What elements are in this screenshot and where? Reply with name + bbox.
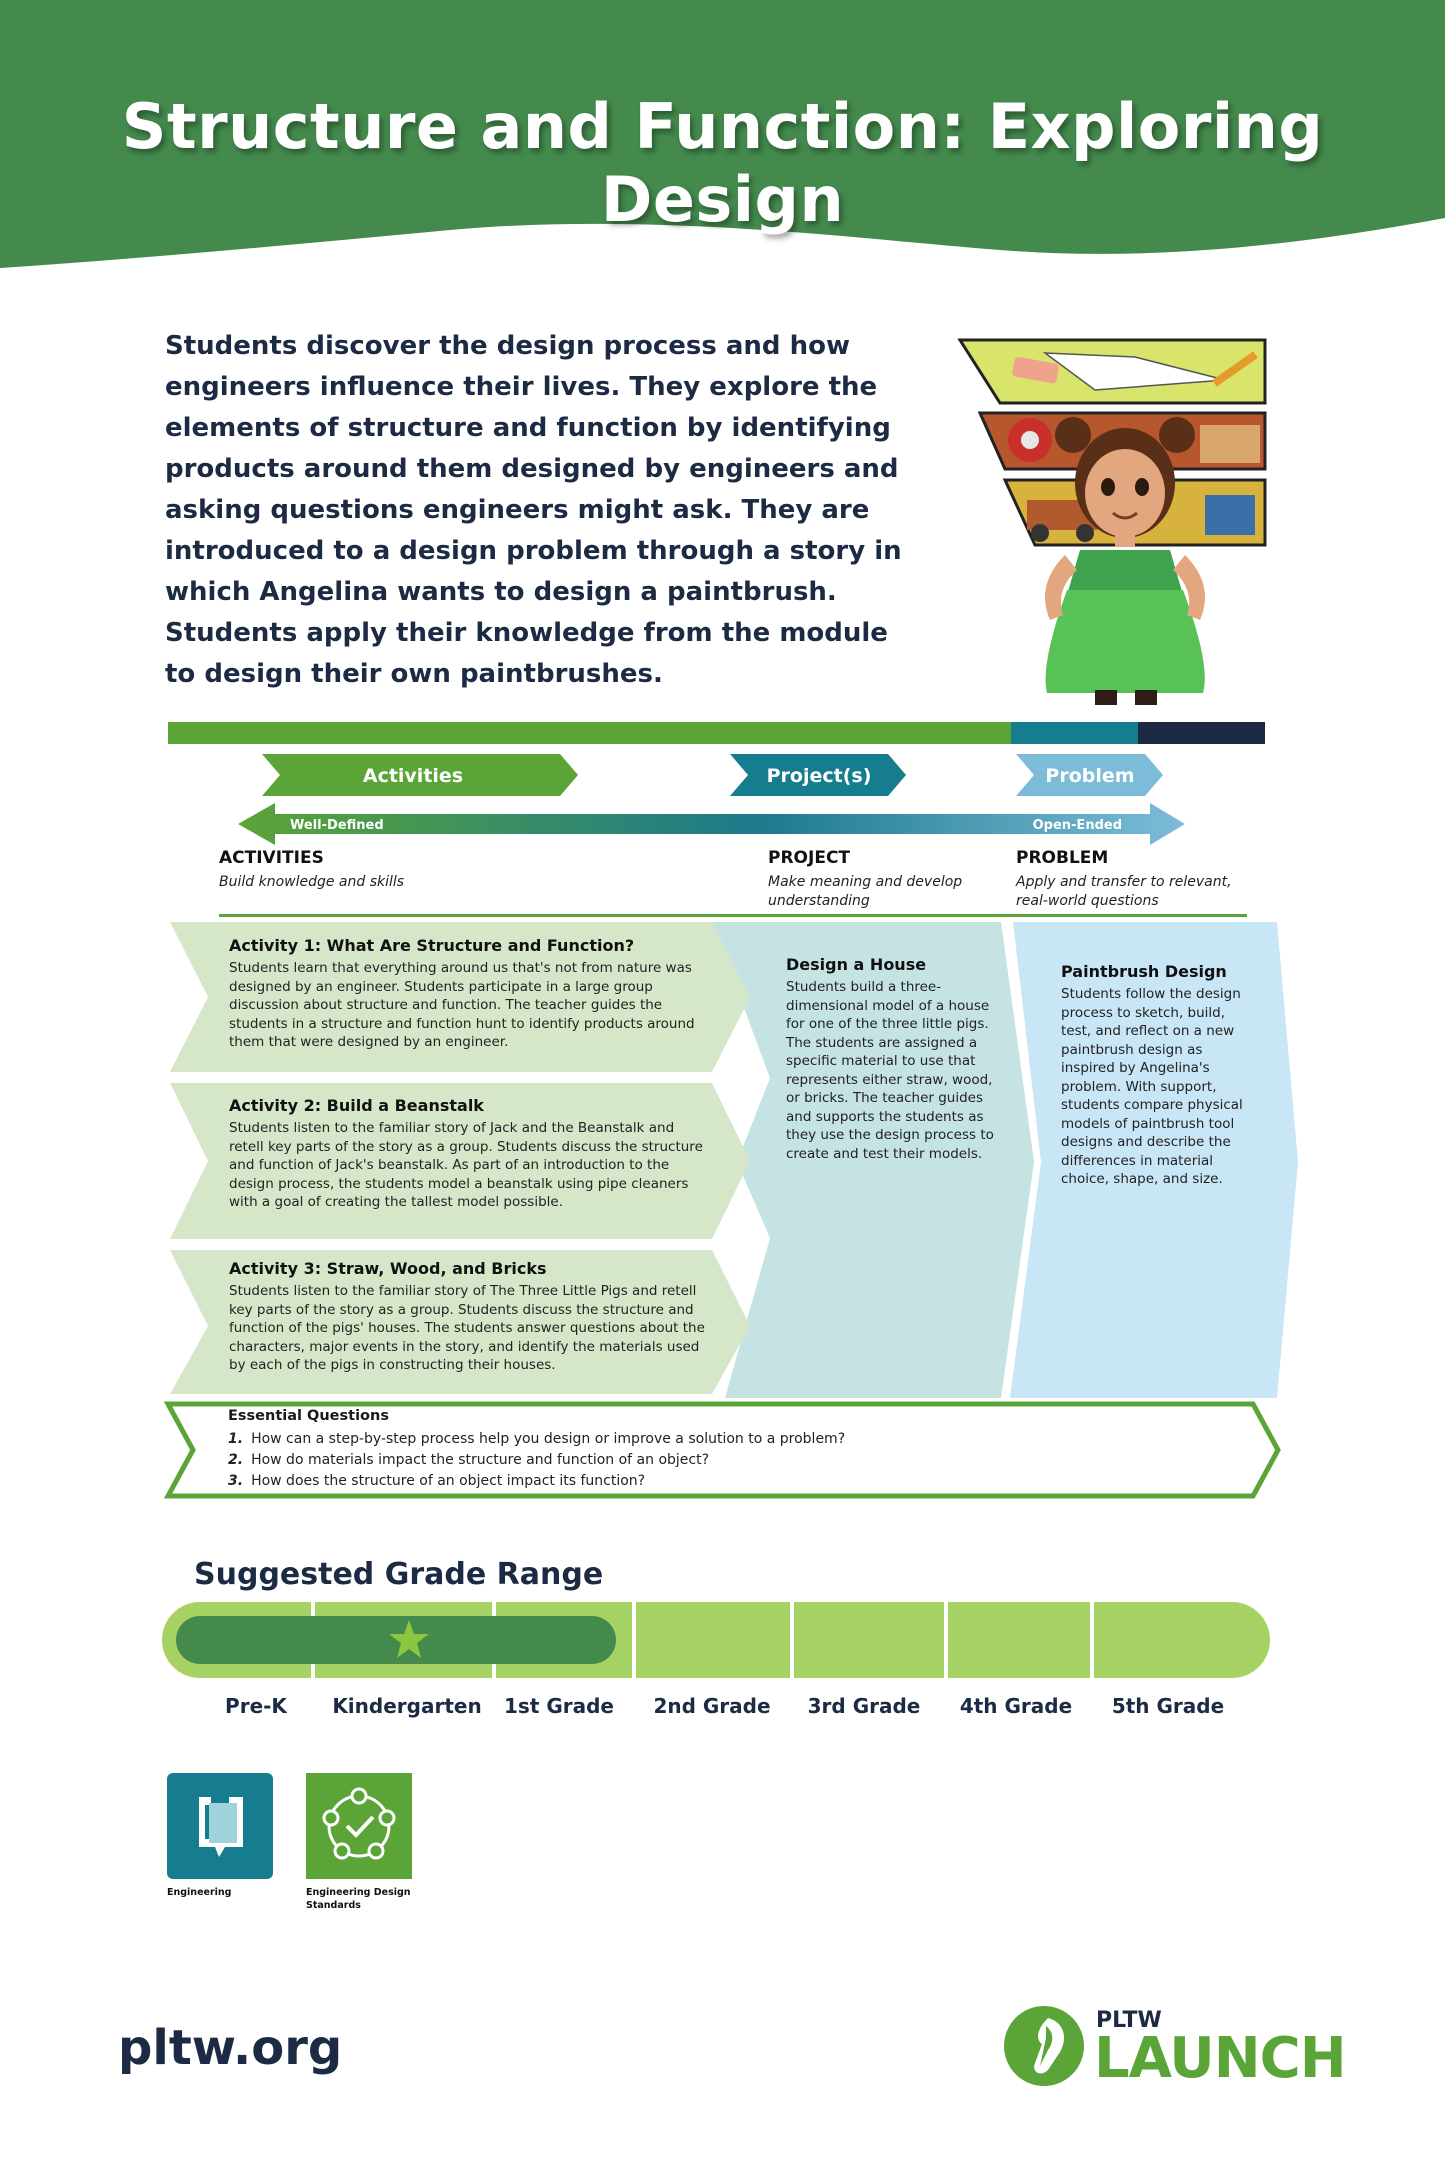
project-title: Design a House xyxy=(786,955,927,974)
design-standards-badge-label: Engineering Design Standards xyxy=(306,1887,411,1911)
scale-left-label: Well-Defined xyxy=(290,818,384,833)
activity-1-text: Students learn that everything around us that's not from nature was designed by an engineer. Students participate in a large group discussion about structure and function. The teacher guides the students in a structure and function hunt to identify products around them that were designed by an engineer. xyxy=(229,960,695,1050)
grade-label-1st: 1st Grade xyxy=(504,1694,614,1718)
engineering-badge-label: Engineering xyxy=(167,1887,232,1898)
essential-question-2 xyxy=(228,1452,709,1468)
grade-label-kindergarten: Kindergarten xyxy=(332,1694,482,1718)
grade-label-3rd: 3rd Grade xyxy=(807,1694,921,1718)
problem-subheading: Apply and transfer to relevant, real-world questions xyxy=(1016,874,1232,909)
brand-large: LAUNCH xyxy=(1094,2026,1346,2091)
page-title: Structure and Function: Exploring Design xyxy=(121,90,1324,236)
grade-label-pre-k: Pre-K xyxy=(225,1694,287,1718)
question-text: How does the structure of an object impact its function? xyxy=(251,1473,646,1489)
question-number: 3. xyxy=(228,1473,244,1489)
well-defined-open-ended-scale xyxy=(238,803,1185,845)
activities-subheading: Build knowledge and skills xyxy=(219,874,405,890)
essential-question-3 xyxy=(228,1473,645,1489)
heading-divider xyxy=(219,914,1247,917)
brand-small: PLTW xyxy=(1096,2008,1162,2033)
stage-bar-problem xyxy=(1138,722,1265,744)
selected-grade-range xyxy=(176,1616,616,1664)
projects-arrow xyxy=(730,754,906,796)
problem-arrow xyxy=(1016,754,1163,796)
pltw-launch-logo-icon xyxy=(1002,2004,1086,2088)
essential-question-1 xyxy=(228,1431,845,1447)
grade-range-title: Suggested Grade Range xyxy=(194,1557,604,1592)
activities-heading: ACTIVITIES xyxy=(219,848,324,868)
grade-label-5th: 5th Grade xyxy=(1111,1694,1225,1718)
problem-heading: PROBLEM xyxy=(1016,848,1109,868)
activity-3-text: Students listen to the familiar story of The Three Little Pigs and retell key parts of the story as a group. Students discuss the structure and function of the pigs' houses. The students answer questions about the characters, major events in the story, and identify the materials used by each of the pigs in constructing their houses. xyxy=(229,1283,705,1373)
question-number: 2. xyxy=(228,1452,244,1468)
intro-paragraph: Students discover the design process and how engineers influence their lives. They explore the elements of structure and function by identifying products around them designed by engineers and asking questions engineers might ask. They are introduced to a design problem through a story in which Angelina wants to design a paintbrush. Students apply their knowledge from the module to design their own paintbrushes. xyxy=(165,331,902,689)
projects-stage-label: Project(s) xyxy=(766,765,872,787)
essential-questions-title: Essential Questions xyxy=(228,1408,389,1424)
question-text: How can a step-by-step process help you design or improve a solution to a problem? xyxy=(251,1431,846,1447)
grade-label-2nd: 2nd Grade xyxy=(653,1694,771,1718)
activity-1-title: Activity 1: What Are Structure and Function? xyxy=(229,936,635,955)
problem-text: Students follow the design process to sketch, build, test, and reflect on a new paintbrush design as inspired by Angelina's problem. With support, students compare physical models of paintbrush tool designs and describe the differences in material choice, shape, and size. xyxy=(1061,986,1243,1187)
stage-arrows xyxy=(0,748,1445,848)
project-subheading: Make meaning and develop understanding xyxy=(768,874,963,909)
engineering-bracket-icon xyxy=(167,1773,273,1879)
project-text: Students build a three-dimensional model of a house for one of the three little pigs. The students are assigned a specific material to use that represents either straw, wood, or bricks. The teacher guides and supports the students as they use the design process to create and test their models. xyxy=(786,979,994,1162)
activity-2-title: Activity 2: Build a Beanstalk xyxy=(229,1096,484,1115)
design-cycle-check-icon xyxy=(306,1773,412,1879)
scale-right-label: Open-Ended xyxy=(1032,818,1122,833)
stage-bar-project xyxy=(1011,722,1138,744)
project-heading: PROJECT xyxy=(768,848,851,868)
activities-arrow xyxy=(262,754,578,796)
activity-2-text: Students listen to the familiar story of Jack and the Beanstalk and retell key parts of the story as a group. Students discuss the structure and function of Jack's beanstalk. As part of an introduction to the design process, the students model a beanstalk using pipe cleaners with a goal of creating the tallest model possible. xyxy=(229,1120,703,1210)
grade-label-4th: 4th Grade xyxy=(959,1694,1073,1718)
angelina-illustration xyxy=(955,335,1275,705)
site-url[interactable]: pltw.org xyxy=(118,2020,343,2076)
activity-3-title: Activity 3: Straw, Wood, and Bricks xyxy=(229,1259,547,1278)
problem-stage-label: Problem xyxy=(1045,765,1135,787)
question-number: 1. xyxy=(228,1431,244,1447)
problem-title: Paintbrush Design xyxy=(1061,962,1227,981)
question-text: How do materials impact the structure and function of an object? xyxy=(251,1452,710,1468)
stage-bar-activities xyxy=(168,722,1011,744)
grade-range-bar xyxy=(160,1600,1272,1680)
activities-stage-label: Activities xyxy=(362,765,464,787)
